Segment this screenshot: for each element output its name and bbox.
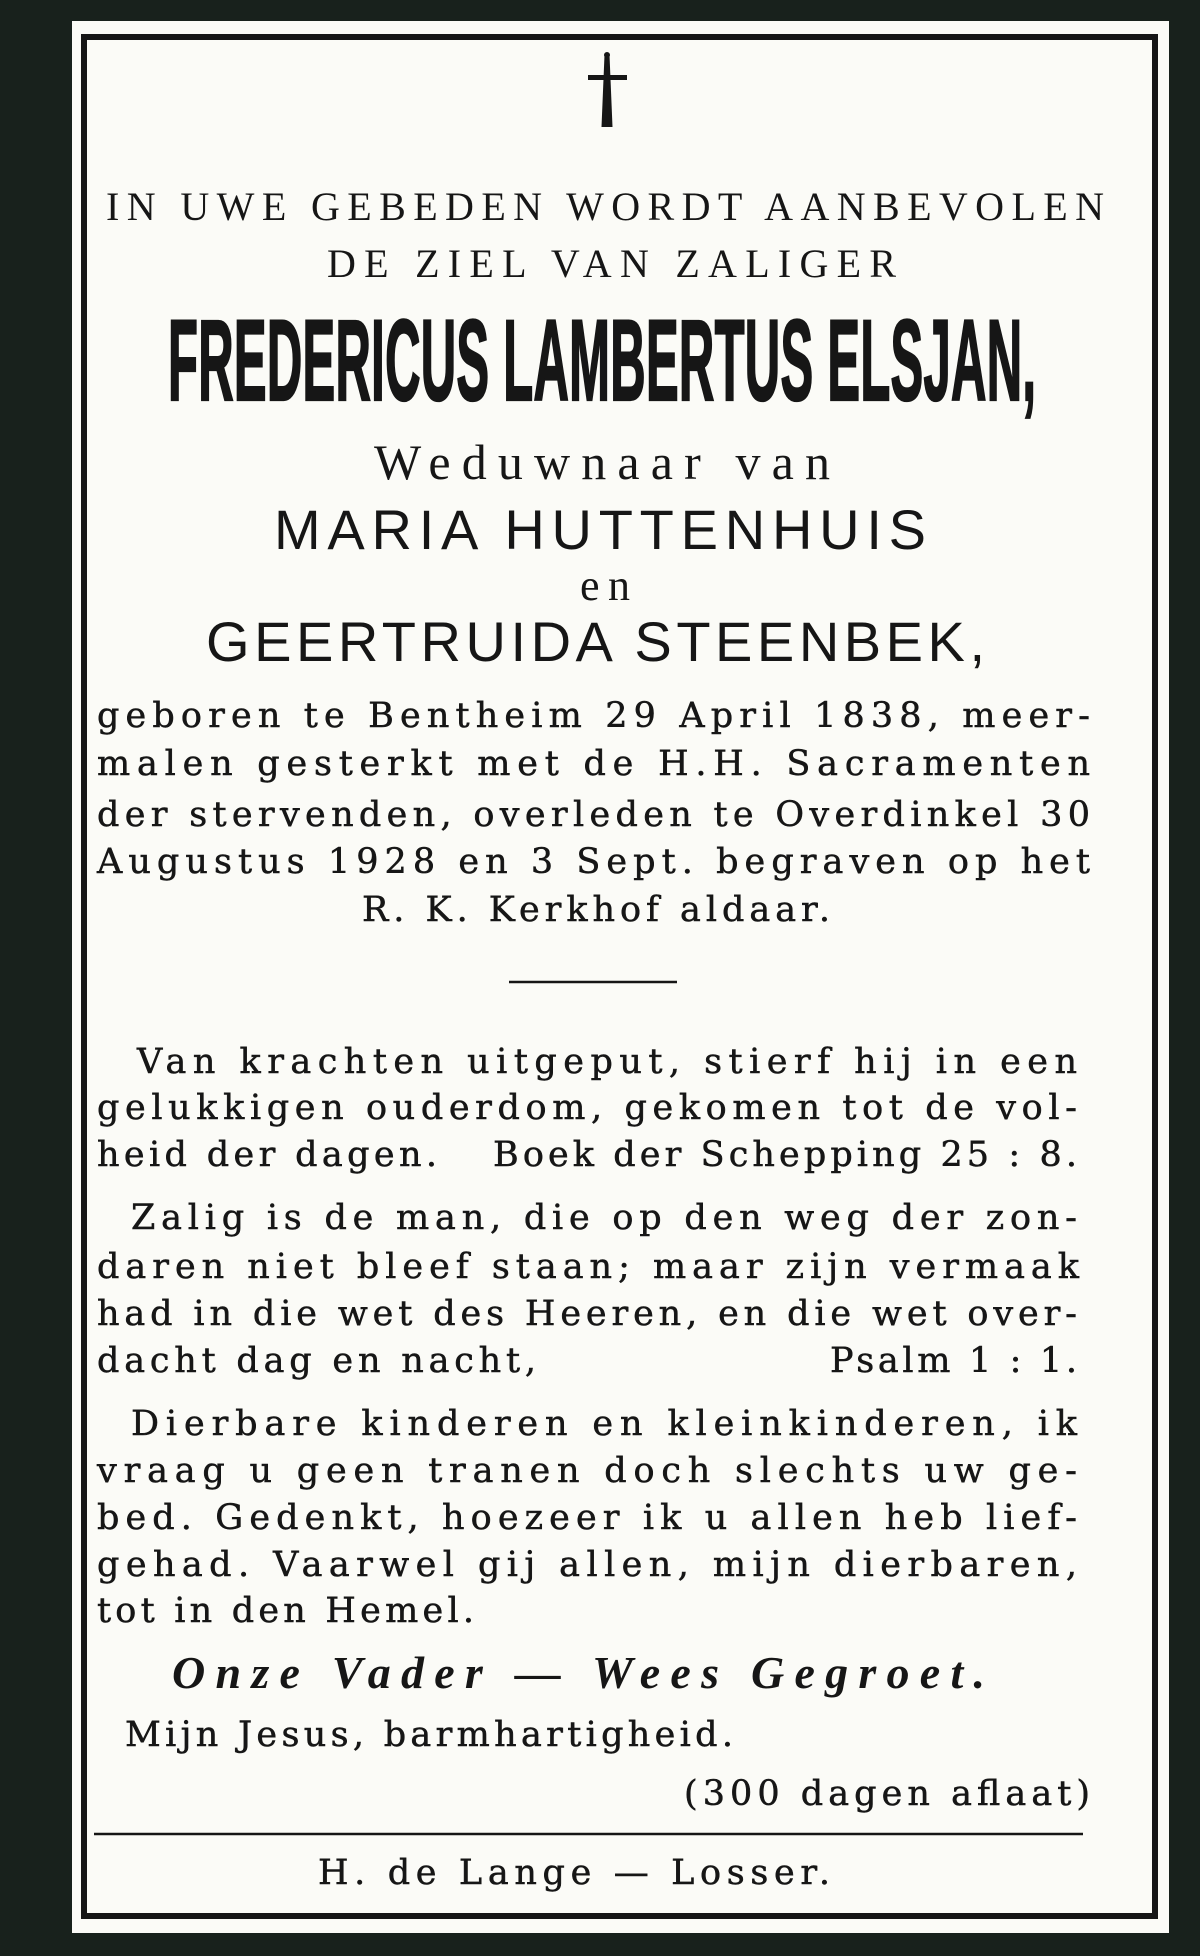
- first-wife-name: MARIA HUTTENHUIS: [274, 498, 926, 561]
- biography-line: geboren te Bentheim 29 April 1838, meer-: [97, 696, 1090, 736]
- farewell-line: tot in den Hemel.: [97, 1591, 474, 1631]
- scripture-reference: Boek der Schepping 25 : 8.: [493, 1135, 1077, 1175]
- intro-line: IN UWE GEBEDEN WORDT AANBEVOLEN: [106, 184, 1104, 229]
- farewell-line: vraag u geen tranen doch slechts uw ge-: [97, 1451, 1077, 1491]
- conjunction: en: [580, 561, 630, 610]
- passage-line: dacht dag en nacht,: [97, 1341, 536, 1381]
- passage-line: heid der dagen.: [97, 1135, 437, 1175]
- prayer-line: Onze Vader — Wees Gegroet.: [172, 1647, 985, 1698]
- widower-of-label: Weduwnaar van: [374, 434, 830, 490]
- intro-line: DE ZIEL VAN ZALIGER: [327, 241, 896, 286]
- biography-line: der stervenden, overleden te Overdinkel 30: [97, 795, 1090, 835]
- biography-line: R. K. Kerkhof aldaar.: [362, 890, 830, 930]
- passage-line: Van krachten uitgeput, stierf hij in een: [137, 1042, 1077, 1082]
- passage-line: had in die wet des Heeren, en die wet over-: [97, 1294, 1077, 1334]
- biography-line: Augustus 1928 en 3 Sept. begraven op het: [97, 842, 1090, 882]
- indulgence-note: (300 dagen aflaat): [684, 1774, 1090, 1814]
- scripture-reference: Psalm 1 : 1.: [830, 1341, 1077, 1381]
- farewell-line: Dierbare kinderen en kleinkinderen, ik: [131, 1404, 1077, 1444]
- passage-line: Zalig is de man, die op den weg der zon-: [131, 1198, 1077, 1238]
- ejaculation-line: Mijn Jesus, barmhartigheid.: [125, 1715, 733, 1755]
- biography-line: malen gesterkt met de H.H. Sacramenten: [97, 744, 1090, 784]
- farewell-line: bed. Gedenkt, hoezeer ik u allen heb lief-: [97, 1498, 1077, 1538]
- second-wife-name: GEERTRUIDA STEENBEK,: [206, 610, 985, 673]
- farewell-line: gehad. Vaarwel gij allen, mijn dierbaren,: [97, 1545, 1078, 1585]
- deceased-name: FREDERICUS LAMBERTUS ELSJAN,: [168, 295, 1036, 425]
- passage-line: gelukkigen ouderdom, gekomen tot de vol-: [97, 1088, 1077, 1128]
- printer-credit: H. de Lange — Losser.: [318, 1853, 830, 1893]
- passage-line: daren niet bleef staan; maar zijn vermaak: [97, 1247, 1079, 1287]
